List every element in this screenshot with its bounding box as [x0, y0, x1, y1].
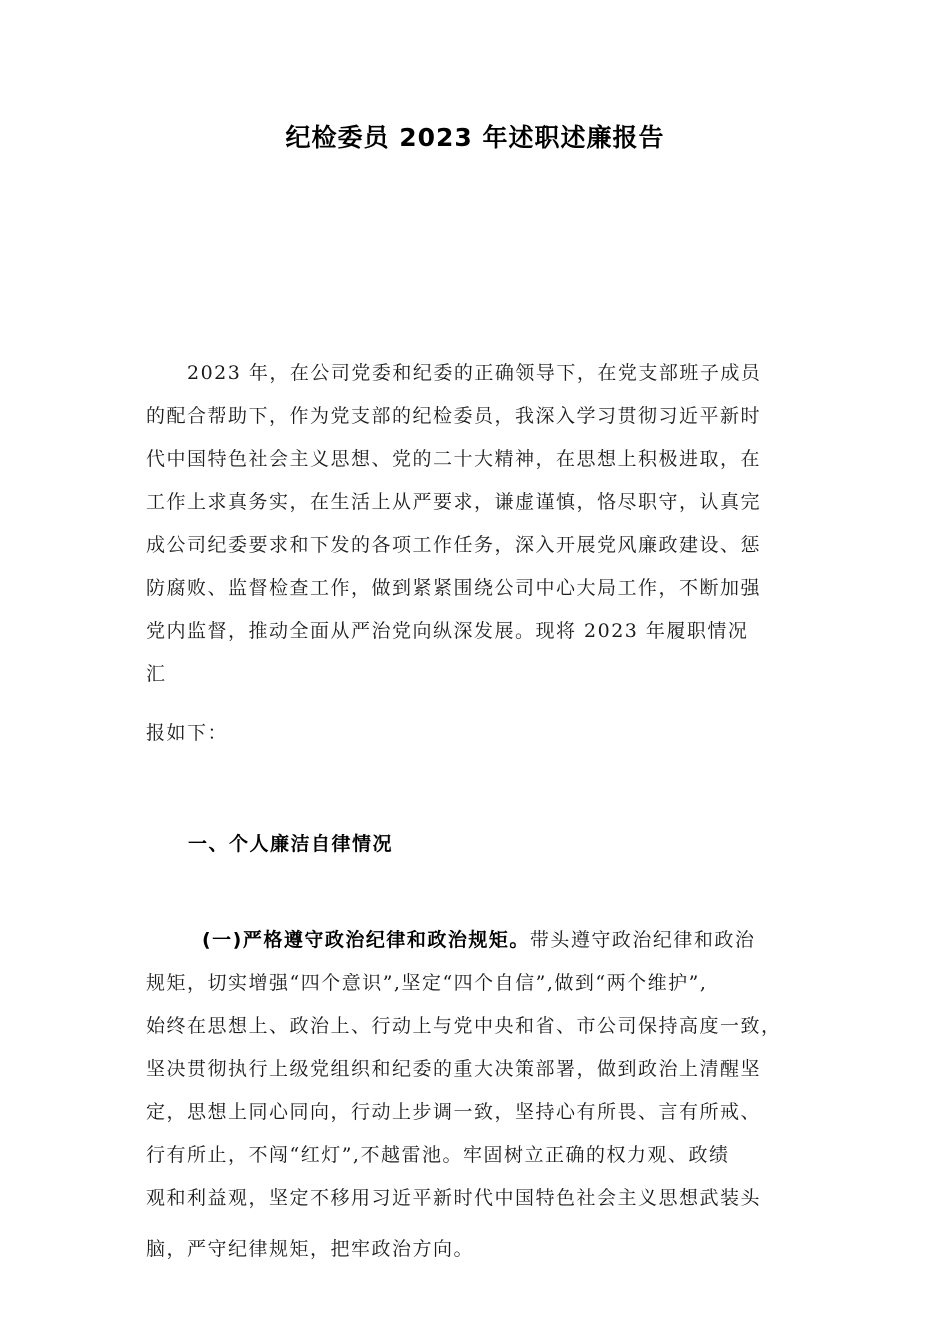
intro-tail-paragraph	[146, 712, 806, 755]
paragraph-line: 坚决贯彻执行上级党组织和纪委的重大决策部署，做到政治上清醒坚	[146, 1058, 762, 1080]
paragraph-line: 行有所止，不闯“红灯”,不越雷池。牢固树立正确的权力观、政绩	[146, 1144, 730, 1166]
paragraph-line: 报如下：	[146, 722, 229, 744]
document-title: 纪检委员 2023 年述职述廉报告	[285, 123, 665, 152]
paragraph-line: 的配合帮助下，作为党支部的纪检委员，我深入学习贯彻习近平新时	[146, 405, 762, 427]
section-heading: 一、个人廉洁自律情况	[188, 833, 394, 855]
paragraph-line: 2023 年，在公司党委和纪委的正确领导下，在党支部班子成员	[187, 362, 762, 384]
subsection-paragraph	[146, 919, 806, 1270]
paragraph-line: 始终在思想上、政治上、行动上与党中央和省、市公司保持高度一致，	[146, 1015, 782, 1037]
subsection-heading: (一)严格遵守政治纪律和政治规矩。	[202, 929, 530, 951]
paragraph-line: 脑，严守纪律规矩，把牢政治方向。	[146, 1238, 475, 1260]
paragraph-line: 定，思想上同心同向，行动上步调一致，坚持心有所畏、言有所戒、	[146, 1101, 762, 1123]
paragraph-line	[146, 919, 806, 962]
paragraph-line: 规矩，切实增强“四个意识”,坚定“四个自信”,做到“两个维护”,	[146, 972, 708, 994]
paragraph-line: 党内监督，推动全面从严治党向纵深发展。现将 2023 年履职情况	[146, 620, 749, 642]
paragraph-line: 成公司纪委要求和下发的各项工作任务，深入开展党风廉政建设、惩	[146, 534, 762, 556]
paragraph-line: 防腐败、监督检查工作，做到紧紧围绕公司中心大局工作，不断加强	[146, 577, 762, 599]
paragraph-line: 观和利益观，坚定不移用习近平新时代中国特色社会主义思想武装头	[146, 1187, 762, 1209]
paragraph-line: 汇	[146, 663, 167, 685]
paragraph-line: 工作上求真务实，在生活上从严要求，谦虚谨慎，恪尽职守，认真完	[146, 491, 762, 513]
paragraph-text: 带头遵守政治纪律和政治	[529, 929, 756, 951]
paragraph-line: 代中国特色社会主义思想、党的二十大精神，在思想上积极进取，在	[146, 448, 762, 470]
intro-paragraph	[146, 352, 806, 696]
